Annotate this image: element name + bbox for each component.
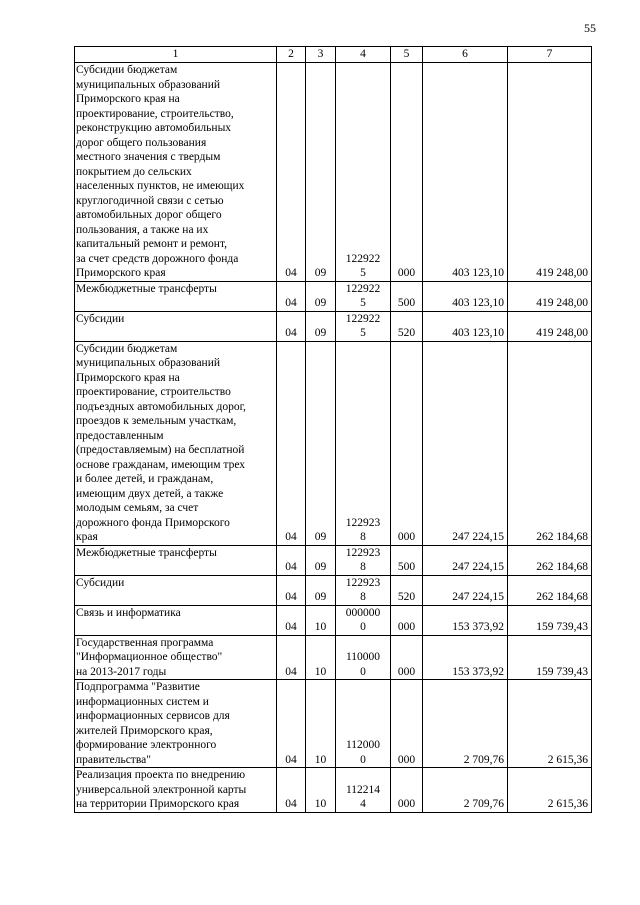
target-article-cell: 122922 5 bbox=[336, 63, 391, 282]
target-article-cell: 122922 5 bbox=[336, 311, 391, 341]
subsection-code-cell: 09 bbox=[306, 311, 336, 341]
subsection-code-cell: 09 bbox=[306, 575, 336, 605]
amount-year2-cell: 159 739,43 bbox=[508, 605, 592, 635]
expense-type-cell: 000 bbox=[391, 768, 423, 813]
expense-type-cell: 000 bbox=[391, 680, 423, 768]
subsection-code-cell: 09 bbox=[306, 63, 336, 282]
section-code-cell: 04 bbox=[277, 768, 306, 813]
section-code-cell: 04 bbox=[277, 311, 306, 341]
expense-type-cell: 520 bbox=[391, 311, 423, 341]
section-code-cell: 04 bbox=[277, 575, 306, 605]
expense-type-cell: 000 bbox=[391, 635, 423, 680]
amount-year1-cell: 2 709,76 bbox=[423, 680, 508, 768]
amount-year1-cell: 153 373,92 bbox=[423, 635, 508, 680]
subsection-code-cell: 10 bbox=[306, 768, 336, 813]
column-header: 1 bbox=[75, 47, 277, 63]
section-code-cell: 04 bbox=[277, 341, 306, 545]
expense-type-cell: 500 bbox=[391, 545, 423, 575]
target-article-cell: 122922 5 bbox=[336, 281, 391, 311]
table-row bbox=[75, 680, 592, 768]
amount-year1-cell: 247 224,15 bbox=[423, 545, 508, 575]
target-article-cell: 122923 8 bbox=[336, 575, 391, 605]
amount-year2-cell: 262 184,68 bbox=[508, 341, 592, 545]
amount-year1-cell: 403 123,10 bbox=[423, 63, 508, 282]
amount-year2-cell: 2 615,36 bbox=[508, 768, 592, 813]
column-header: 3 bbox=[306, 47, 336, 63]
row-name-cell: Межбюджетные трансферты bbox=[75, 545, 277, 575]
target-article-cell: 112214 4 bbox=[336, 768, 391, 813]
expense-type-cell: 000 bbox=[391, 605, 423, 635]
table-row bbox=[75, 635, 592, 680]
amount-year1-cell: 2 709,76 bbox=[423, 768, 508, 813]
row-name-cell: Субсидии bbox=[75, 575, 277, 605]
target-article-cell: 000000 0 bbox=[336, 605, 391, 635]
row-name-cell: Субсидии бюджетам муниципальных образований Приморского края на проектирование, строительство, реконструкцию автомобильных дорог общего пользования местного значения с твердым покрытием до сельских населенных пунктов, не имеющих круглогодичной связи с сетью автомобильных дорог общего пользования, а также на их капитальный ремонт и ремонт, за счет средств дорожного фонда Приморского края bbox=[75, 63, 277, 282]
expense-type-cell: 500 bbox=[391, 281, 423, 311]
section-code-cell: 04 bbox=[277, 281, 306, 311]
section-code-cell: 04 bbox=[277, 63, 306, 282]
page-number: 55 bbox=[584, 21, 596, 35]
row-name-cell: Межбюджетные трансферты bbox=[75, 281, 277, 311]
row-name-cell: Субсидии bbox=[75, 311, 277, 341]
row-name-cell: Государственная программа "Информационное общество" на 2013-2017 годы bbox=[75, 635, 277, 680]
subsection-code-cell: 10 bbox=[306, 635, 336, 680]
amount-year2-cell: 262 184,68 bbox=[508, 545, 592, 575]
target-article-cell: 112000 0 bbox=[336, 680, 391, 768]
table-row bbox=[75, 63, 592, 282]
expense-type-cell: 000 bbox=[391, 63, 423, 282]
expense-type-cell: 520 bbox=[391, 575, 423, 605]
target-article-cell: 122923 8 bbox=[336, 545, 391, 575]
table-row bbox=[75, 605, 592, 635]
amount-year1-cell: 247 224,15 bbox=[423, 341, 508, 545]
subsection-code-cell: 09 bbox=[306, 281, 336, 311]
section-code-cell: 04 bbox=[277, 635, 306, 680]
column-header: 7 bbox=[508, 47, 592, 63]
amount-year2-cell: 159 739,43 bbox=[508, 635, 592, 680]
amount-year2-cell: 419 248,00 bbox=[508, 281, 592, 311]
table-row bbox=[75, 575, 592, 605]
table-row bbox=[75, 545, 592, 575]
expense-type-cell: 000 bbox=[391, 341, 423, 545]
target-article-cell: 122923 8 bbox=[336, 341, 391, 545]
amount-year2-cell: 262 184,68 bbox=[508, 575, 592, 605]
subsection-code-cell: 09 bbox=[306, 341, 336, 545]
budget-table bbox=[74, 46, 592, 813]
amount-year1-cell: 403 123,10 bbox=[423, 281, 508, 311]
table-row bbox=[75, 281, 592, 311]
row-name-cell: Реализация проекта по внедрению универсальной электронной карты на территории Приморского края bbox=[75, 768, 277, 813]
column-header: 5 bbox=[391, 47, 423, 63]
row-name-cell: Подпрограмма "Развитие информационных систем и информационных сервисов для жителей Приморского края, формирование электронного правительства" bbox=[75, 680, 277, 768]
subsection-code-cell: 10 bbox=[306, 605, 336, 635]
target-article-cell: 110000 0 bbox=[336, 635, 391, 680]
row-name-cell: Связь и информатика bbox=[75, 605, 277, 635]
section-code-cell: 04 bbox=[277, 605, 306, 635]
amount-year1-cell: 153 373,92 bbox=[423, 605, 508, 635]
subsection-code-cell: 09 bbox=[306, 545, 336, 575]
column-header-row bbox=[75, 47, 592, 63]
amount-year2-cell: 419 248,00 bbox=[508, 63, 592, 282]
table-row bbox=[75, 768, 592, 813]
section-code-cell: 04 bbox=[277, 680, 306, 768]
amount-year1-cell: 247 224,15 bbox=[423, 575, 508, 605]
subsection-code-cell: 10 bbox=[306, 680, 336, 768]
column-header: 2 bbox=[277, 47, 306, 63]
column-header: 6 bbox=[423, 47, 508, 63]
amount-year1-cell: 403 123,10 bbox=[423, 311, 508, 341]
row-name-cell: Субсидии бюджетам муниципальных образований Приморского края на проектирование, строительство подъездных автомобильных дорог, проездов к земельным участкам, предоставленным (предоставляемым) на бесплатной основе гражданам, имеющим трех и более детей, и гражданам, имеющим двух детей, а также молодым семьям, за счет дорожного фонда Приморского края bbox=[75, 341, 277, 545]
column-header: 4 bbox=[336, 47, 391, 63]
section-code-cell: 04 bbox=[277, 545, 306, 575]
table-row bbox=[75, 341, 592, 545]
amount-year2-cell: 2 615,36 bbox=[508, 680, 592, 768]
table-row bbox=[75, 311, 592, 341]
amount-year2-cell: 419 248,00 bbox=[508, 311, 592, 341]
